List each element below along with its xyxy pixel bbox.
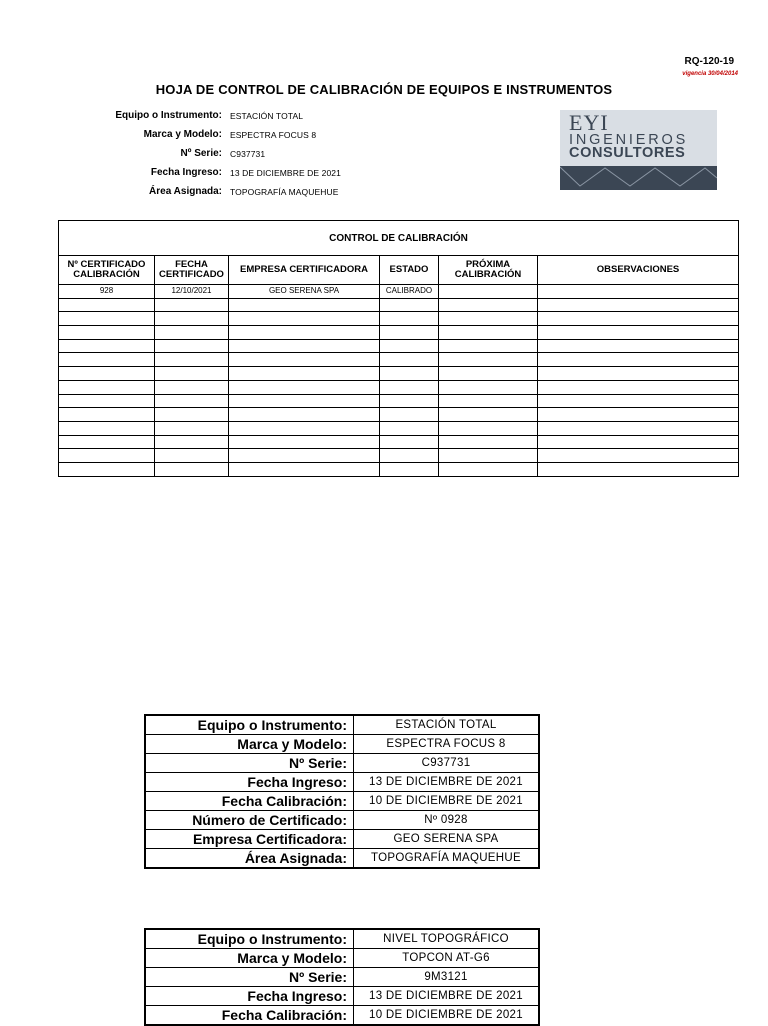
table-cell (439, 435, 538, 449)
col-header-estado: ESTADO (380, 256, 439, 285)
info-value: 13 DE DICIEMBRE DE 2021 (230, 167, 341, 178)
table-cell (155, 449, 229, 463)
table-row (59, 462, 739, 476)
table-cell (439, 339, 538, 353)
table-cell (439, 298, 538, 312)
card-value: ESPECTRA FOCUS 8 (354, 735, 540, 754)
table-cell (380, 408, 439, 422)
table-row (59, 285, 739, 299)
card-value: GEO SERENA SPA (354, 830, 540, 849)
table-cell (59, 449, 155, 463)
card-row (145, 849, 539, 869)
card-value: 10 DE DICIEMBRE DE 2021 (354, 792, 540, 811)
table-cell (538, 353, 739, 367)
info-row-marca (60, 125, 341, 144)
table-cell (155, 367, 229, 381)
info-value: C937731 (230, 148, 266, 159)
document-code: RQ-120-19 (684, 56, 734, 67)
table-cell (380, 380, 439, 394)
table-cell (59, 312, 155, 326)
col-header-empresa: EMPRESA CERTIFICADORA (229, 256, 380, 285)
table-cell (380, 462, 439, 476)
table-row (59, 435, 739, 449)
card-row (145, 715, 539, 735)
table-cell (538, 380, 739, 394)
table-caption: CONTROL DE CALIBRACIÓN (59, 221, 739, 256)
table-cell (380, 367, 439, 381)
card-row (145, 830, 539, 849)
table-body (59, 285, 739, 477)
table-cell (439, 353, 538, 367)
card-value: TOPOGRAFÍA MAQUEHUE (354, 849, 540, 869)
card-row (145, 987, 539, 1006)
calibration-control-table (58, 220, 739, 477)
logo-eyi: EYI (569, 110, 609, 135)
table-cell (155, 462, 229, 476)
card-value: 13 DE DICIEMBRE DE 2021 (354, 987, 540, 1006)
page-title: HOJA DE CONTROL DE CALIBRACIÓN DE EQUIPOS E INSTRUMENTOS (155, 82, 613, 97)
info-label: Área Asignada: (149, 186, 222, 197)
info-row-equipo (60, 106, 341, 125)
card-row (145, 773, 539, 792)
table-cell (59, 298, 155, 312)
card-label: Fecha Ingreso: (145, 987, 354, 1006)
table-cell (229, 394, 380, 408)
table-row (59, 312, 739, 326)
col-header-proxima: PRÓXIMA CALIBRACIÓN (439, 256, 538, 285)
card-value: 10 DE DICIEMBRE DE 2021 (354, 1006, 540, 1026)
col-header-certificado: Nº CERTIFICADO CALIBRACIÓN (59, 256, 155, 285)
table-cell (538, 285, 739, 299)
info-value: ESPECTRA FOCUS 8 (230, 129, 317, 140)
info-value: ESTACIÓN TOTAL (230, 110, 304, 121)
card-label: Área Asignada: (145, 849, 354, 869)
equipment-card-1 (144, 714, 540, 869)
info-label: Nº Serie: (180, 148, 222, 159)
card-label: Fecha Calibración: (145, 1006, 354, 1026)
table-row (59, 326, 739, 340)
table-cell (229, 462, 380, 476)
table-cell (229, 380, 380, 394)
card-label: Nº Serie: (145, 754, 354, 773)
table-row (59, 449, 739, 463)
table-cell (380, 339, 439, 353)
table-row (59, 380, 739, 394)
table-cell (155, 380, 229, 394)
card-value: ESTACIÓN TOTAL (354, 715, 540, 735)
card-row (145, 968, 539, 987)
card-label: Empresa Certificadora: (145, 830, 354, 849)
info-label: Equipo o Instrumento: (115, 110, 222, 121)
table-cell (380, 394, 439, 408)
card-label: Equipo o Instrumento: (145, 929, 354, 949)
equipment-card-2 (144, 928, 540, 1026)
table-cell: GEO SERENA SPA (229, 285, 380, 299)
table-cell (439, 449, 538, 463)
company-logo (560, 110, 717, 190)
table-cell (439, 462, 538, 476)
table-cell (229, 408, 380, 422)
table-cell (59, 435, 155, 449)
col-header-observaciones: OBSERVACIONES (538, 256, 739, 285)
table-cell (155, 353, 229, 367)
table-cell (155, 298, 229, 312)
card-value: C937731 (354, 754, 540, 773)
table-cell (229, 298, 380, 312)
card-label: Número de Certificado: (145, 811, 354, 830)
card-label: Nº Serie: (145, 968, 354, 987)
table-cell (439, 285, 538, 299)
info-row-serie (60, 144, 341, 163)
info-label: Marca y Modelo: (143, 129, 222, 140)
table-cell (380, 353, 439, 367)
card-label: Fecha Calibración: (145, 792, 354, 811)
table-cell (155, 312, 229, 326)
table-cell (439, 367, 538, 381)
table-cell (538, 421, 739, 435)
table-cell (155, 421, 229, 435)
logo-mountain-band (560, 166, 717, 190)
logo-consultores: CONSULTORES (569, 145, 686, 161)
table-row (59, 298, 739, 312)
col-header-fecha: FECHA CERTIFICADO (155, 256, 229, 285)
table-cell (538, 312, 739, 326)
table-cell (538, 367, 739, 381)
table-cell: 928 (59, 285, 155, 299)
table-cell (380, 298, 439, 312)
table-cell (439, 394, 538, 408)
card-label: Equipo o Instrumento: (145, 715, 354, 735)
table-cell (229, 421, 380, 435)
table-cell (439, 421, 538, 435)
table-cell (380, 449, 439, 463)
card-row (145, 929, 539, 949)
table-row (59, 421, 739, 435)
table-cell (380, 312, 439, 326)
table-cell (538, 326, 739, 340)
table-cell (538, 339, 739, 353)
table-cell (439, 408, 538, 422)
card-row (145, 949, 539, 968)
table-cell (229, 312, 380, 326)
card-row (145, 735, 539, 754)
table-cell (155, 339, 229, 353)
table-cell (380, 435, 439, 449)
table-cell (538, 449, 739, 463)
table-cell (155, 435, 229, 449)
info-label: Fecha Ingreso: (150, 167, 222, 178)
table-cell (59, 462, 155, 476)
table-cell (155, 408, 229, 422)
card-label: Marca y Modelo: (145, 949, 354, 968)
table-cell (59, 353, 155, 367)
table-cell (59, 380, 155, 394)
table-row (59, 394, 739, 408)
table-cell (229, 449, 380, 463)
table-cell (229, 339, 380, 353)
table-cell: CALIBRADO (380, 285, 439, 299)
table-cell (59, 339, 155, 353)
table-cell (229, 326, 380, 340)
table-cell (538, 298, 739, 312)
info-value: TOPOGRAFÍA MAQUEHUE (230, 186, 339, 197)
table-cell (380, 421, 439, 435)
card-value: TOPCON AT-G6 (354, 949, 540, 968)
info-row-fecha (60, 163, 341, 182)
table-row (59, 353, 739, 367)
card-row (145, 754, 539, 773)
table-cell (155, 394, 229, 408)
logo-ingenieros: INGENIEROS (569, 132, 689, 148)
card-row (145, 792, 539, 811)
table-cell: 12/10/2021 (155, 285, 229, 299)
table-row (59, 339, 739, 353)
table-cell (229, 353, 380, 367)
table-row (59, 408, 739, 422)
table-header-row (59, 256, 739, 285)
table-cell (155, 326, 229, 340)
card-row (145, 811, 539, 830)
card-value: Nº 0928 (354, 811, 540, 830)
card-row (145, 1006, 539, 1026)
table-cell (59, 394, 155, 408)
table-cell (538, 394, 739, 408)
table-cell (538, 408, 739, 422)
card-value: NIVEL TOPOGRÁFICO (354, 929, 540, 949)
card-value: 13 DE DICIEMBRE DE 2021 (354, 773, 540, 792)
table-cell (59, 326, 155, 340)
card-value: 9M3121 (354, 968, 540, 987)
table-cell (59, 408, 155, 422)
table-cell (380, 326, 439, 340)
table-cell (538, 435, 739, 449)
table-cell (59, 367, 155, 381)
table-cell (439, 312, 538, 326)
card-label: Fecha Ingreso: (145, 773, 354, 792)
table-cell (59, 421, 155, 435)
table-cell (538, 462, 739, 476)
table-cell (439, 380, 538, 394)
info-row-area (60, 182, 341, 201)
table-cell (439, 326, 538, 340)
equipment-info (60, 106, 341, 201)
table-cell (229, 367, 380, 381)
card-label: Marca y Modelo: (145, 735, 354, 754)
table-row (59, 367, 739, 381)
vigencia-date: vigencia 30/04/2014 (682, 71, 738, 77)
table-cell (229, 435, 380, 449)
